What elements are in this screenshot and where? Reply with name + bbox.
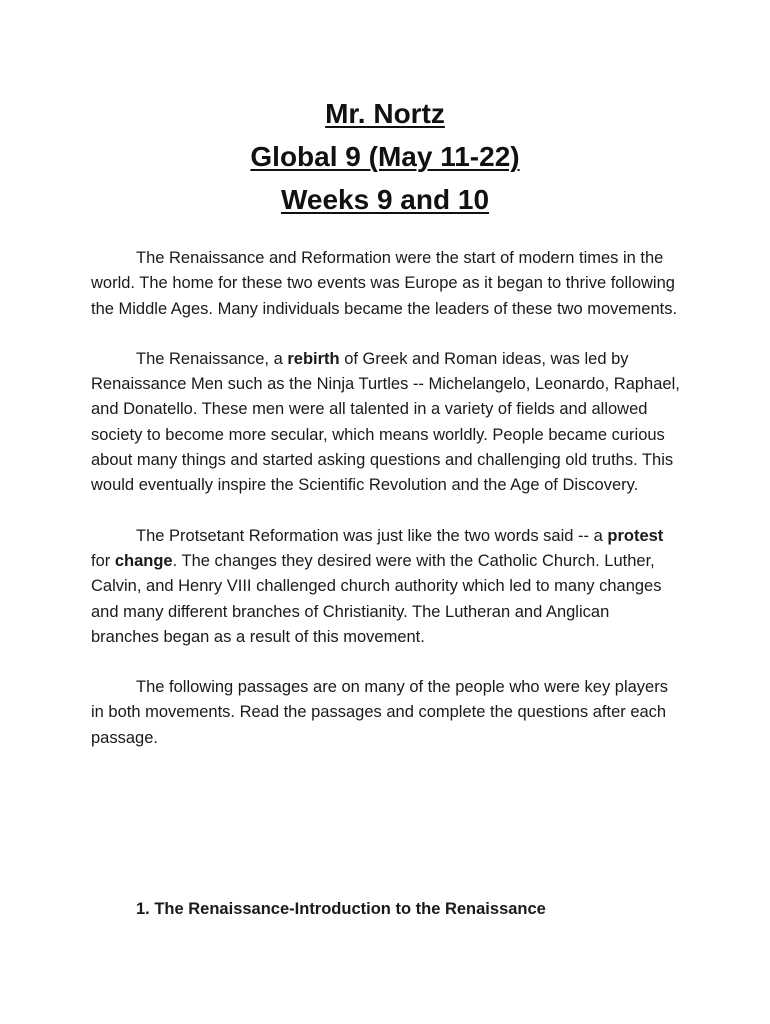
paragraph-reformation-text-3: . The changes they desired were with the Catholic Church. Luther, Calvin, and Henry VIII challenged church authority which led to many changes and many different branches of Christianity. The Lutheran and Anglican branches began as a result of this movement. xyxy=(91,551,662,646)
term-protest: protest xyxy=(607,526,664,545)
paragraph-reformation xyxy=(91,524,681,650)
paragraph-reformation-text-1: The Protsetant Reformation was just like the two words said -- a xyxy=(136,526,608,545)
section-heading: 1. The Renaissance-Introduction to the Renaissance xyxy=(136,900,546,918)
document-body xyxy=(91,246,681,776)
paragraph-instructions: The following passages are on many of the people who were key players in both movements. Read the passages and complete the questions after each passage. xyxy=(91,678,668,747)
teacher-name: Mr. Nortz xyxy=(325,98,445,129)
course-title: Global 9 (May 11-22) xyxy=(250,141,520,172)
paragraph-intro: The Renaissance and Reformation were the start of modern times in the world. The home for these two events was Europe as it began to thrive following the Middle Ages. Many individuals became the leaders of these two movements. xyxy=(91,249,678,318)
paragraph-renaissance xyxy=(91,347,681,499)
term-rebirth: rebirth xyxy=(287,349,340,368)
paragraph-reformation-text-2: for xyxy=(91,551,115,570)
weeks-title: Weeks 9 and 10 xyxy=(280,184,490,215)
paragraph-renaissance-text-2: of Greek and Roman ideas, was led by Renaissance Men such as the Ninja Turtles -- Michelangelo, Leonardo, Raphael, and Donatello. These men were all talented in a variety of fields and allowed society to become more secular, which means worldly. People became curious about many things and started asking questions and challenging old truths. This would eventually inspire the Scientific Revolution and the Age of Discovery. xyxy=(91,349,680,495)
term-change: change xyxy=(114,551,173,570)
paragraph-renaissance-text-1: The Renaissance, a xyxy=(136,349,288,368)
document-header xyxy=(0,92,770,221)
